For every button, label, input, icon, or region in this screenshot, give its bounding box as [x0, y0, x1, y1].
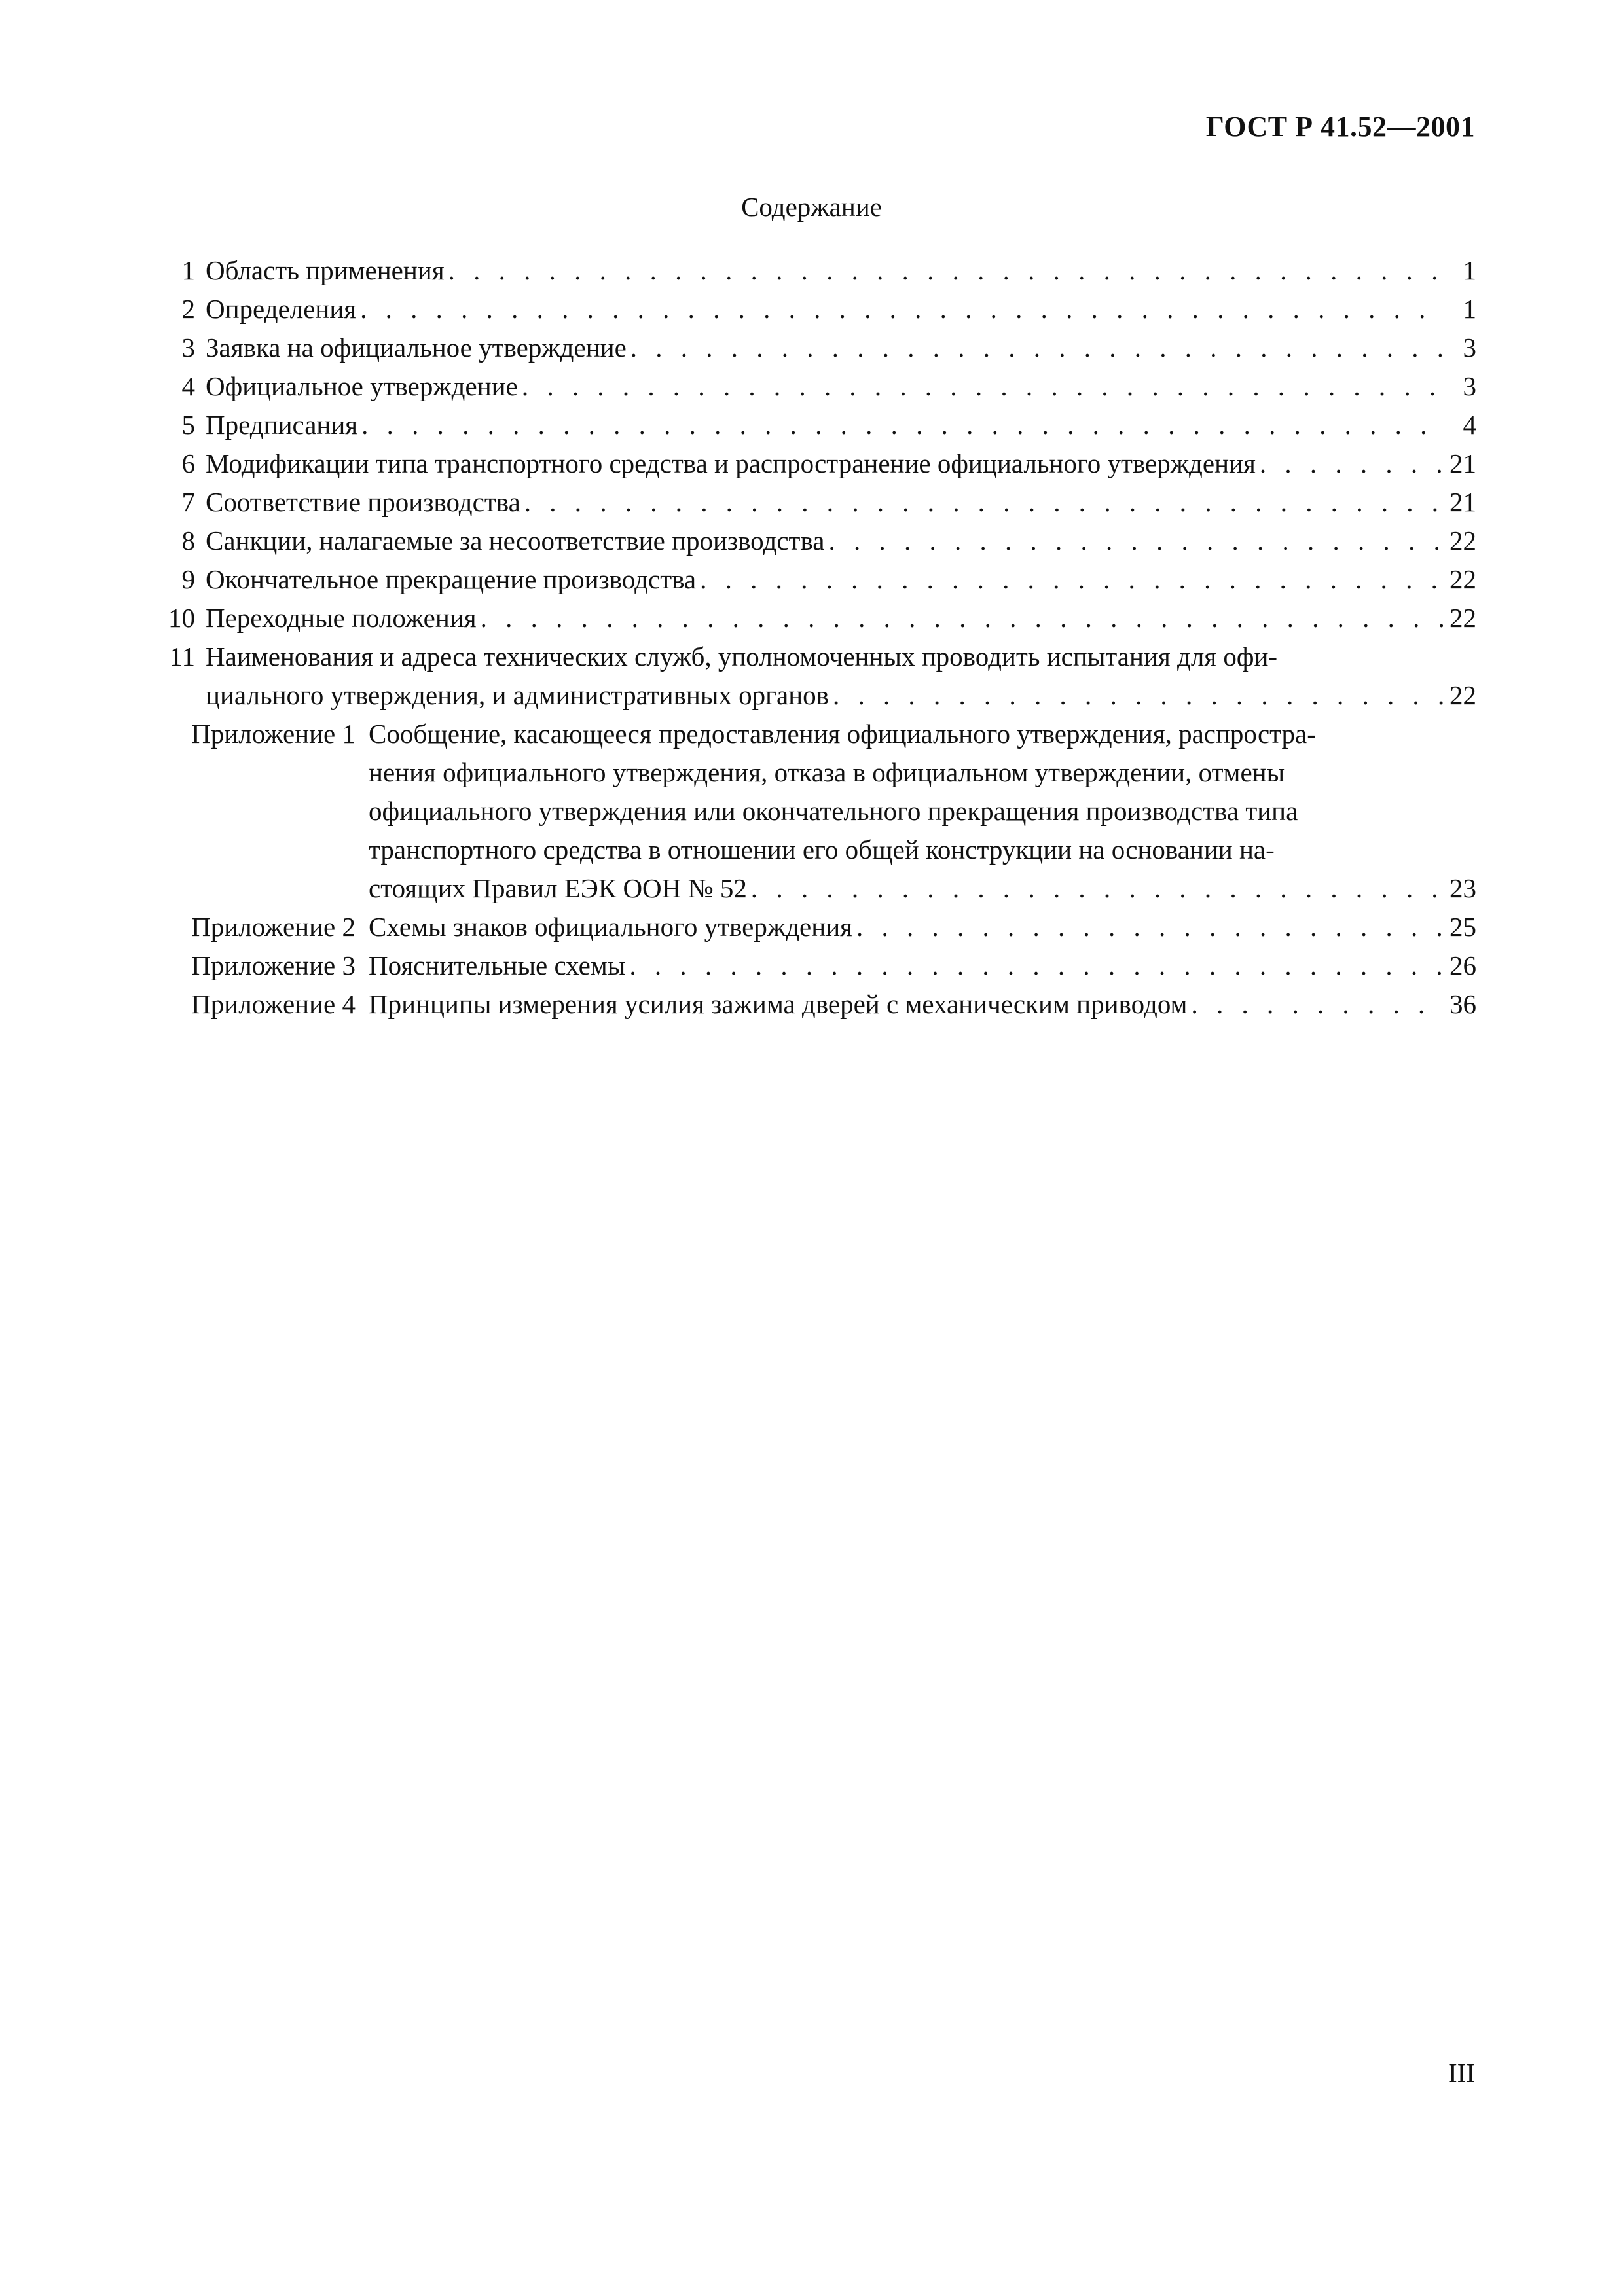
toc-title: Содержание [741, 192, 882, 222]
toc-leader-dots [751, 869, 1443, 908]
toc-entry-appendix-3[interactable] [157, 946, 1476, 985]
toc-leader-dots [700, 560, 1443, 599]
toc-entry-title-line: Наименования и адреса технических служб, уполномоченных проводить испытания для офи- [206, 641, 1278, 672]
toc-entry-page: 21 [1450, 448, 1476, 478]
toc-entry-title: Предписания [206, 410, 358, 440]
toc-entry-number: 9 [181, 564, 195, 594]
toc-leader-dots [524, 483, 1443, 522]
page-number: III [1448, 2058, 1475, 2088]
toc-entry-section-10[interactable] [157, 599, 1476, 637]
toc-entry-title-line: транспортного средства в отношении его общей конструкции на основании на- [369, 834, 1275, 865]
toc-entry-section-11[interactable] [157, 637, 1476, 715]
toc-entry-page: 3 [1463, 332, 1476, 363]
toc-entry-page: 22 [1450, 680, 1476, 710]
toc-entry-appendix-4[interactable] [157, 985, 1476, 1024]
toc-entry-title: Модификации типа транспортного средства и распространение официального утверждения [206, 448, 1256, 478]
toc-leader-dots [481, 599, 1443, 637]
toc-leader-dots [630, 329, 1444, 367]
toc-entry-page: 1 [1463, 294, 1476, 324]
toc-entry-page: 1 [1463, 255, 1476, 285]
toc-leader-dots [828, 522, 1443, 560]
toc-entry-section-6[interactable] [157, 444, 1476, 483]
toc-entry-page: 36 [1450, 989, 1476, 1019]
toc-entry-section-9[interactable] [157, 560, 1476, 599]
toc-leader-dots [856, 908, 1443, 946]
toc-leader-dots [833, 676, 1443, 715]
toc-entry-page: 22 [1450, 603, 1476, 633]
toc-entry-number: 4 [181, 371, 195, 401]
toc-entry-number: 6 [181, 448, 195, 478]
toc-appendix-label: Приложение 1 [191, 719, 356, 749]
toc-appendix-label: Приложение 4 [191, 989, 356, 1019]
toc-entry-page: 22 [1450, 564, 1476, 594]
toc-entry-title-line: циального утверждения, и административных органов [206, 680, 829, 710]
toc-entry-number: 11 [169, 641, 195, 672]
toc-leader-dots [629, 946, 1443, 985]
toc-entry-title: Пояснительные схемы [369, 950, 626, 980]
table-of-contents [157, 251, 1476, 1024]
toc-entry-title: Санкции, налагаемые за несоответствие производства [206, 526, 825, 556]
toc-entry-title: Переходные положения [206, 603, 477, 633]
toc-entry-page: 25 [1450, 912, 1476, 942]
toc-entry-title: Определения [206, 294, 357, 324]
toc-entry-title: Область применения [206, 255, 445, 285]
toc-entry-page: 26 [1450, 950, 1476, 980]
toc-entry-title-line: стоящих Правил ЕЭК ООН № 52 [369, 873, 747, 903]
toc-entry-section-5[interactable] [157, 406, 1476, 444]
toc-entry-page: 3 [1463, 371, 1476, 401]
toc-entry-title-line: официального утверждения или окончательного прекращения производства типа [369, 796, 1298, 826]
toc-appendix-label: Приложение 2 [191, 912, 356, 942]
toc-leader-dots [1191, 985, 1443, 1024]
toc-entry-section-8[interactable] [157, 522, 1476, 560]
toc-entry-number: 3 [181, 332, 195, 363]
toc-entry-number: 5 [181, 410, 195, 440]
toc-entry-appendix-1[interactable] [157, 715, 1476, 908]
toc-entry-page: 22 [1450, 526, 1476, 556]
toc-entry-title-line: нения официального утверждения, отказа в официальном утверждении, отмены [369, 757, 1285, 787]
toc-entry-section-7[interactable] [157, 483, 1476, 522]
toc-entry-number: 8 [181, 526, 195, 556]
toc-appendix-label: Приложение 3 [191, 950, 356, 980]
toc-entry-page: 23 [1450, 873, 1476, 903]
toc-entry-section-1[interactable] [157, 251, 1476, 290]
toc-entry-number: 2 [181, 294, 195, 324]
toc-leader-dots [360, 290, 1444, 329]
toc-entry-number: 1 [181, 255, 195, 285]
toc-entry-number: 7 [181, 487, 195, 517]
toc-entry-page: 21 [1450, 487, 1476, 517]
toc-entry-title-line: Сообщение, касающееся предоставления официального утверждения, распростра- [369, 719, 1316, 749]
toc-entry-title: Официальное утверждение [206, 371, 518, 401]
toc-entry-title: Принципы измерения усилия зажима дверей с механическим приводом [369, 989, 1188, 1019]
toc-entry-title: Окончательное прекращение производства [206, 564, 697, 594]
toc-entry-number: 10 [168, 603, 195, 633]
toc-leader-dots [448, 251, 1444, 290]
toc-entry-section-2[interactable] [157, 290, 1476, 329]
document-code: ГОСТ Р 41.52—2001 [1205, 111, 1475, 143]
toc-entry-title: Соответствие производства [206, 487, 520, 517]
toc-entry-section-4[interactable] [157, 367, 1476, 406]
toc-entry-appendix-2[interactable] [157, 908, 1476, 946]
toc-entry-title: Заявка на официальное утверждение [206, 332, 627, 363]
toc-leader-dots [361, 406, 1444, 444]
toc-entry-title: Схемы знаков официального утверждения [369, 912, 853, 942]
toc-entry-section-3[interactable] [157, 329, 1476, 367]
toc-leader-dots [522, 367, 1444, 406]
toc-leader-dots [1260, 444, 1443, 483]
toc-entry-page: 4 [1463, 410, 1476, 440]
